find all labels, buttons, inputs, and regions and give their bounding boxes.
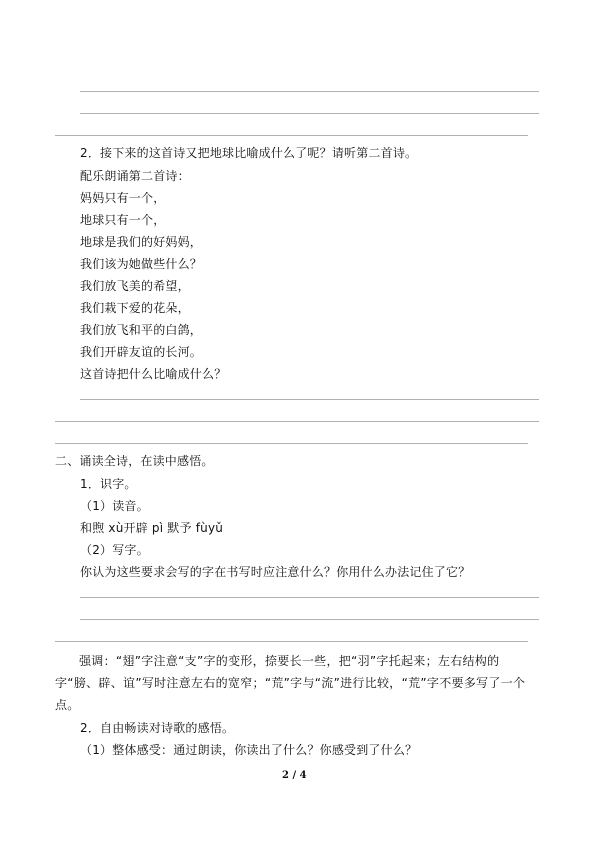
question-2: 2．接下来的这首诗又把地球比喻成什么了呢？请听第二首诗。: [80, 146, 418, 160]
writing-question: 你认为这些要求会写的字在书写时应注意什么？你用什么办法记住了它？: [80, 565, 471, 579]
answer-line: [80, 619, 539, 620]
poem-line: 我们放飞和平的白鸽，: [80, 323, 203, 337]
answer-line: [80, 399, 539, 400]
item-2: 2．自由畅读对诗歌的感悟。: [80, 721, 235, 735]
section-heading: 二、诵读全诗，在读中感悟。: [55, 454, 214, 468]
answer-line: [55, 135, 528, 136]
sub-item-overall: （1）整体感受：通过朗读，你读出了什么？你感受到了什么？: [80, 743, 418, 757]
poem-question: 这首诗把什么比喻成什么？: [80, 367, 227, 381]
answer-line: [55, 641, 528, 642]
emphasis-paragraph: 强调：“翅”字注意“支”字的变形，捺要长一些，把“羽”字托起来；左右结构的字“膀、辟、谊”写时注意左右的宽窄；“荒”字与“流”进行比较，“荒”字不要多写了一个点。: [55, 654, 526, 712]
sub-item-reading: （1）读音。: [80, 499, 149, 513]
poem-line: 地球只有一个，: [80, 213, 166, 227]
answer-line: [80, 597, 539, 598]
poem-line: 我们开辟友谊的长河。: [80, 345, 203, 359]
answer-line: [80, 91, 539, 92]
poem-line: 我们放飞美的希望，: [80, 279, 190, 293]
answer-line: [55, 443, 528, 444]
item-1: 1．识字。: [80, 477, 137, 491]
poem-line: 妈妈只有一个，: [80, 191, 166, 205]
page-number: 2 / 4: [282, 770, 307, 781]
answer-line: [80, 113, 539, 114]
poem-line: 地球是我们的好妈妈，: [80, 235, 203, 249]
poem-line: 我们该为她做些什么？: [80, 257, 203, 271]
poem-intro: 配乐朗诵第二首诗：: [80, 169, 190, 183]
pinyin-words: 和煦 xù开辟 pì 默予 fùyǔ: [80, 521, 224, 535]
answer-line: [55, 421, 539, 422]
sub-item-writing: （2）写字。: [80, 543, 149, 557]
poem-line: 我们栽下爱的花朵，: [80, 301, 190, 315]
